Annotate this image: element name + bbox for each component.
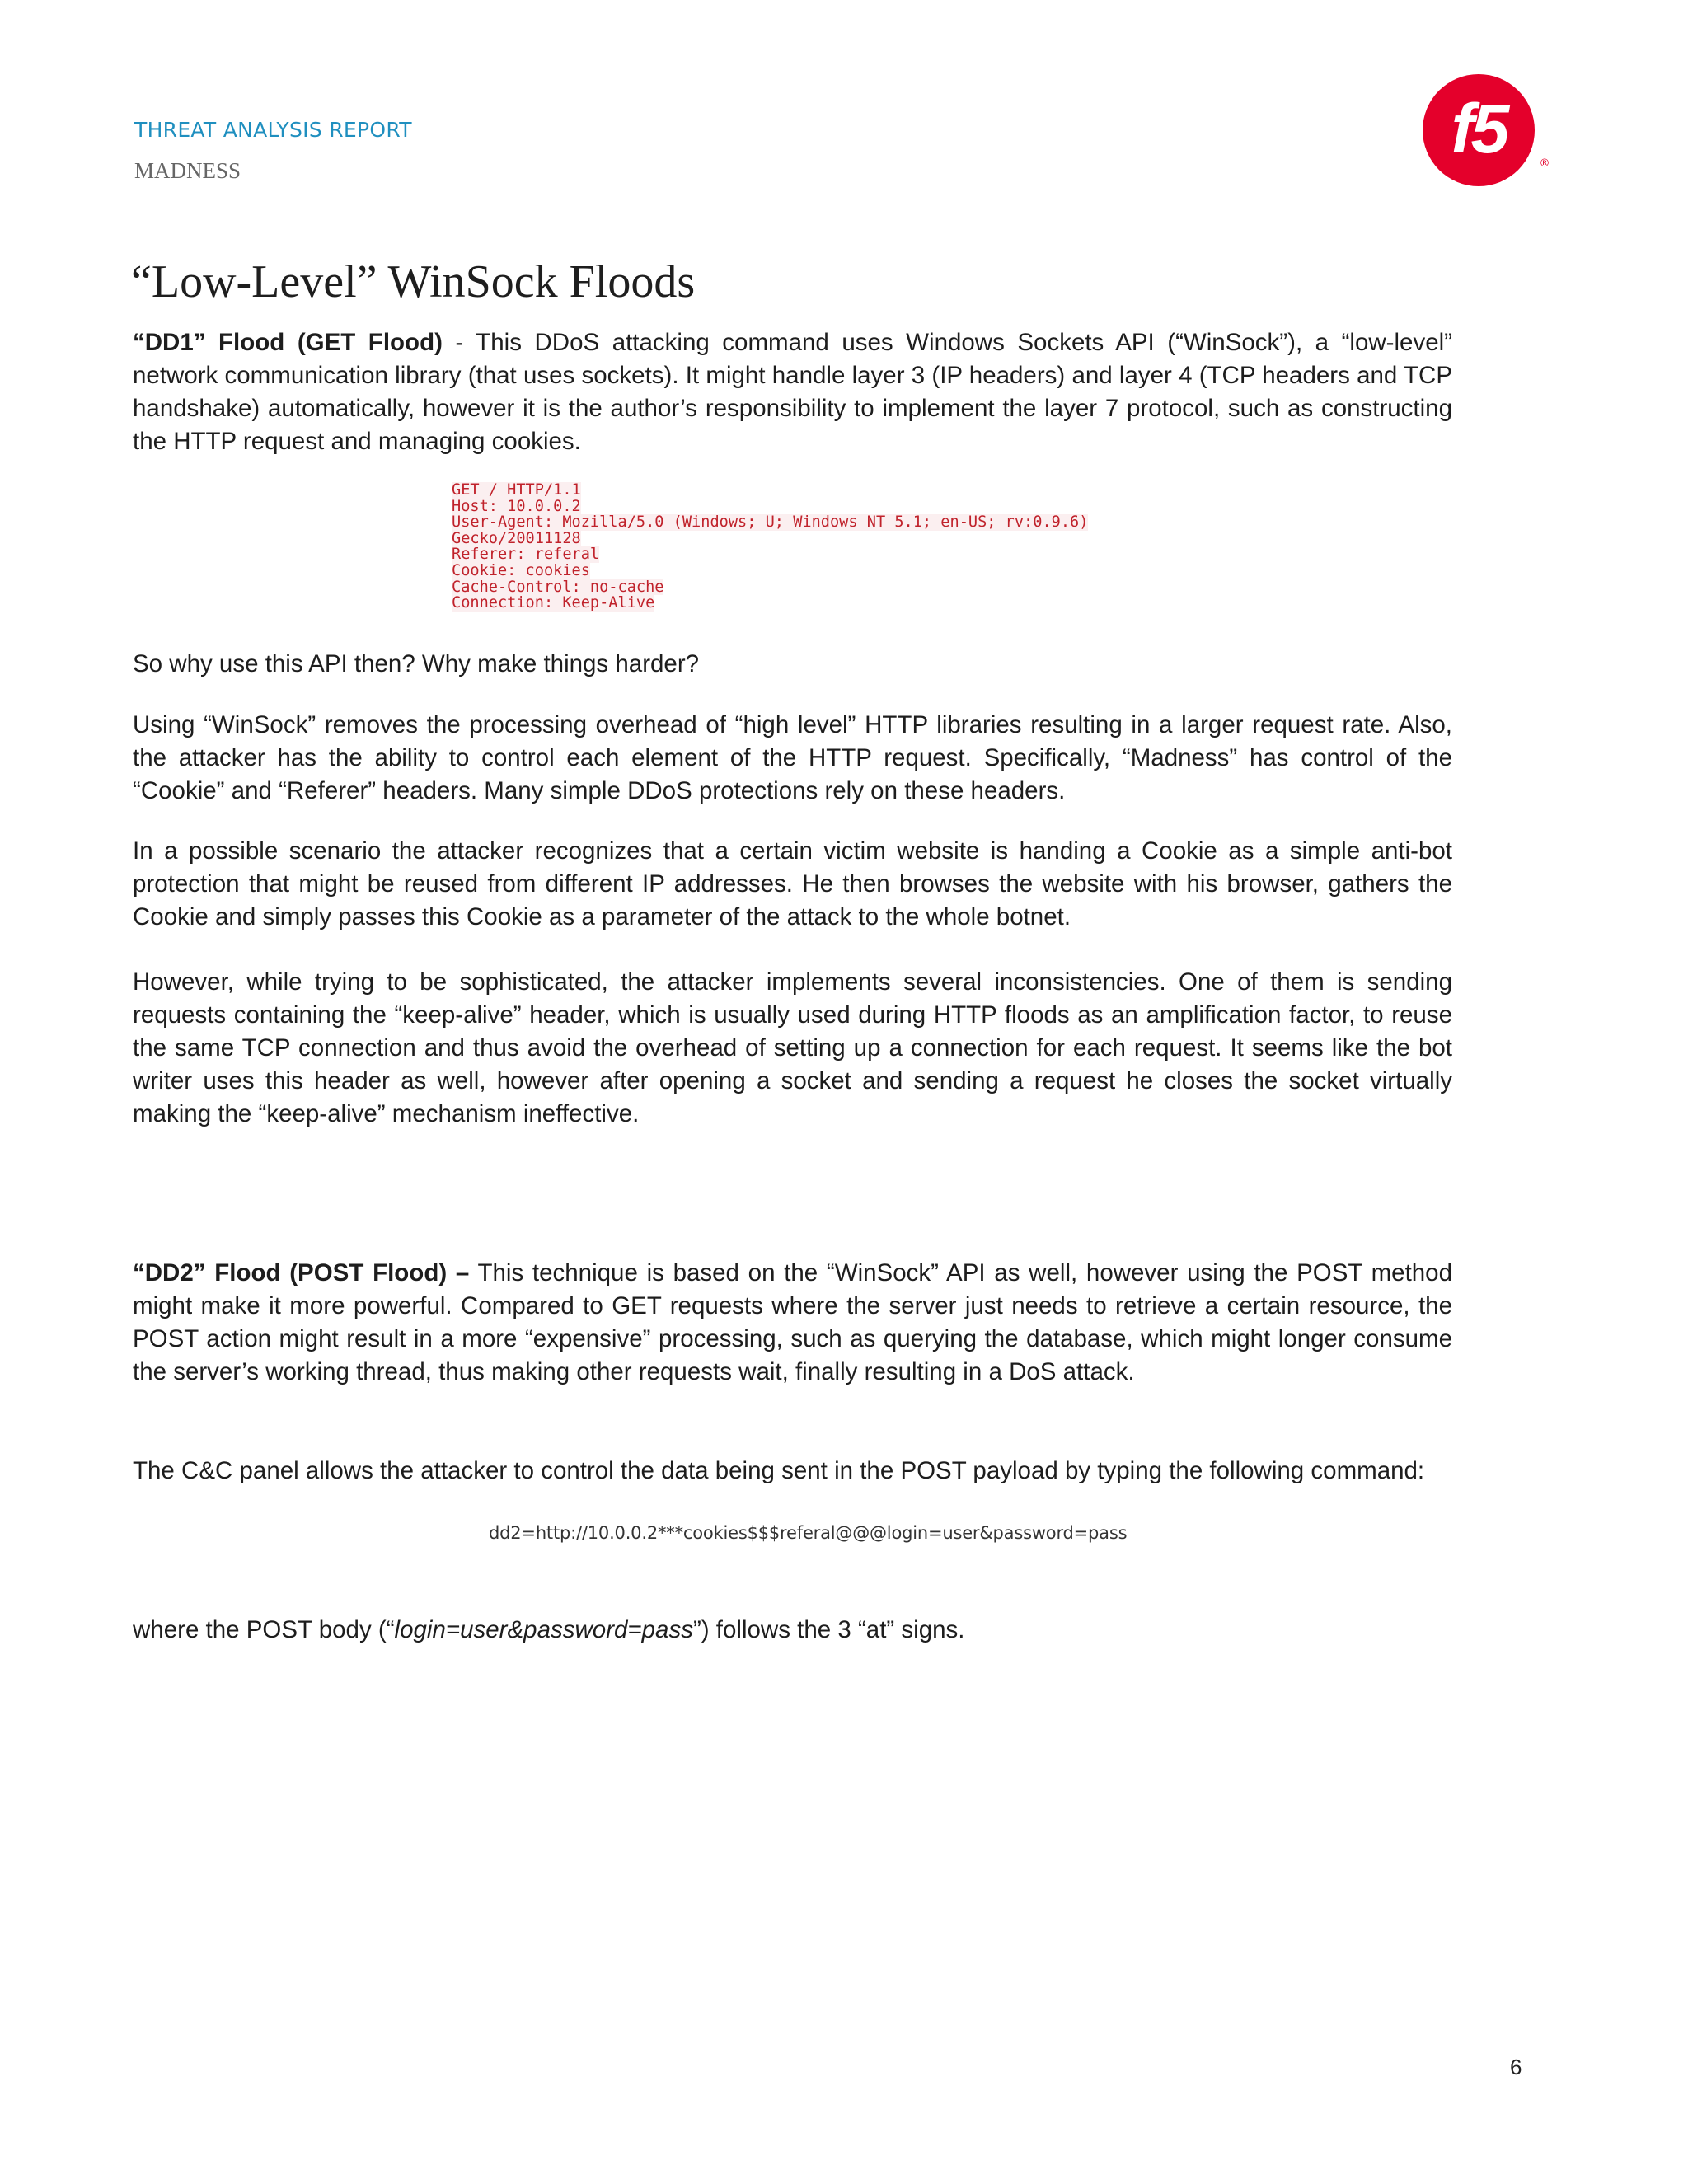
scenario-paragraph: In a possible scenario the attacker recognizes that a certain victim website is handing a Cookie as a simple anti-bot protection that might be reused from different IP addresses. He then browses the website with his browser, gathers the Cookie and simply passes this Cookie as a parameter of the attack to the whole botnet. [133, 837, 1452, 930]
inconsistencies-paragraph: However, while trying to be sophisticated, the attacker implements several inconsistencies. One of them is sending requests containing the “keep-alive” header, which is usually used during HTTP floods as an amplification factor, to reuse the same TCP connection and thus avoid the overhead of setting up a connection for each request. It seems like the bot writer uses this header as well, however after opening a socket and sending a request he closes the socket virtually making the “keep-alive” mechanism ineffective. [133, 968, 1452, 1127]
http-request-code-block [452, 482, 1088, 612]
report-label: THREAT ANALYSIS REPORT [134, 118, 412, 142]
dd1-paragraph [133, 326, 1452, 458]
using-winsock-paragraph: Using “WinSock” removes the processing overhead of “high level” HTTP libraries resulting in a larger request rate. Also, the attacker has the ability to control each element of the HTTP request. Specifically, “Madness” has control of the “Cookie” and “Referer” headers. Many simple DDoS protections rely on these headers. [133, 711, 1452, 804]
section-title: “Low-Level” WinSock Floods [131, 256, 696, 307]
why-paragraph: So why use this API then? Why make things harder? [133, 650, 700, 677]
page-number: 6 [1510, 2055, 1522, 2079]
code-line: Connection: Keep-Alive [452, 594, 655, 612]
code-line: Cache-Control: no-cache [452, 578, 664, 596]
code-line: Cookie: cookies [452, 561, 590, 579]
dd2-paragraph [133, 1257, 1452, 1389]
report-subtitle: MADNESS [134, 158, 241, 183]
code-line: Referer: referal [452, 546, 600, 564]
dd1-lead: “DD1” Flood (GET Flood) [133, 329, 443, 356]
where-text-before: where the POST body (“ [133, 1616, 395, 1643]
code-line: Host: 10.0.0.2 [452, 497, 581, 515]
post-body-paragraph [133, 1614, 1452, 1647]
cc-panel-paragraph: The C&C panel allows the attacker to control the data being sent in the POST payload by typing the following command: [133, 1457, 1425, 1484]
logo-text: f5 [1451, 90, 1507, 167]
where-text-after: ”) follows the 3 “at” signs. [692, 1616, 965, 1643]
logo-registered-mark: ® [1539, 157, 1550, 170]
code-line: Gecko/20011128 [452, 529, 581, 547]
dd2-command-example: dd2=http://10.0.0.2***cookies$$$referal@@@login=user&password=pass [489, 1523, 1128, 1543]
f5-logo [1419, 73, 1551, 188]
code-line: GET / HTTP/1.1 [452, 481, 581, 499]
dd2-text: This technique is based on the “WinSock” API as well, however using the POST method might make it more powerful. Compared to GET requests where the server just needs to retrieve a certain resource, the POST action might result in a more “expensive” processing, such as querying the database, which might longer consume the server’s working thread, thus making other requests wait, finally resulting in a DoS attack. [133, 1259, 1452, 1385]
post-body-example: login=user&password=pass [394, 1616, 693, 1643]
dd2-lead: “DD2” Flood (POST Flood) – [133, 1259, 470, 1286]
code-line: User-Agent: Mozilla/5.0 (Windows; U; Windows NT 5.1; en-US; rv:0.9.6) [452, 513, 1089, 532]
dd1-text: - This DDoS attacking command uses Windows Sockets API (“WinSock”), a “low-level” network communication library (that uses sockets). It might handle layer 3 (IP headers) and layer 4 (TCP headers and TCP handshake) automatically, however it is the author’s responsibility to implement the layer 7 protocol, such as constructing the HTTP request and managing cookies. [133, 329, 1452, 455]
